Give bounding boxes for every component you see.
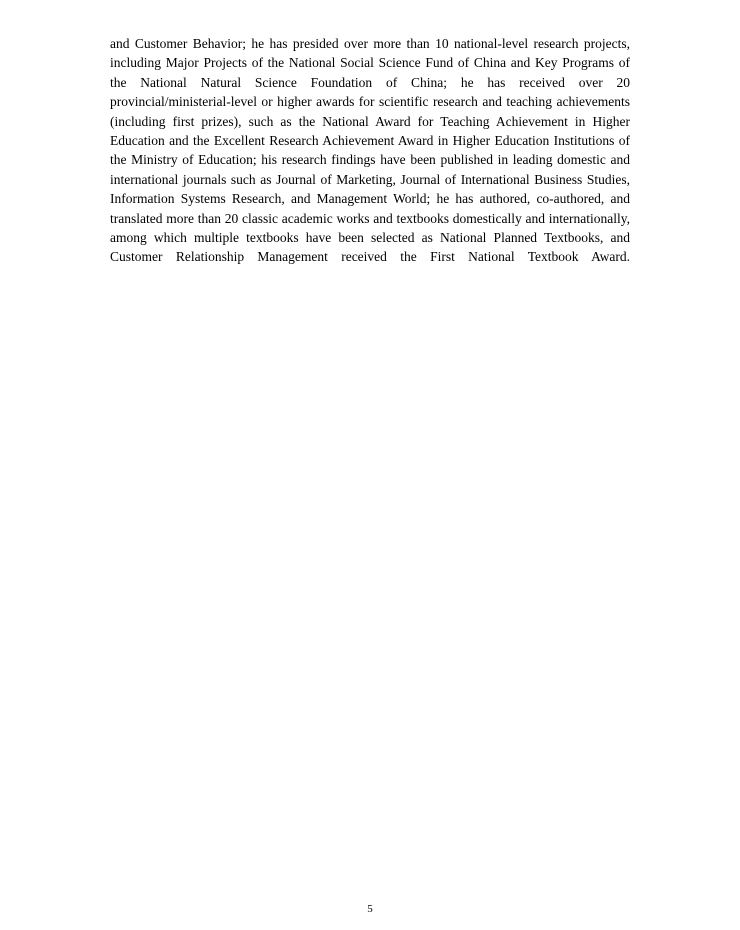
page-number: 5 [367, 903, 373, 915]
body-paragraph: and Customer Behavior; he has presided over more than 10 national-level research projects, including Major Projects of the National Social Science Fund of China and Key Programs of the National Natural Science Foundation of China; he has received over 20 provincial/ministerial-level or higher awards for scientific research and teaching achievements (including first prizes), such as the National Award for Teaching Achievement in Higher Education and the Excellent Research Achievement Award in Higher Education Institutions of the Ministry of Education; his research findings have been published in leading domestic and international journals such as Journal of Marketing, Journal of International Business Studies, Information Systems Research, and Management World; he has authored, co-authored, and translated more than 20 classic academic works and textbooks domestically and internationally, among which multiple textbooks have been selected as National Planned Textbooks, and Customer Relationship Management received the First National Textbook Award. [110, 36, 630, 265]
